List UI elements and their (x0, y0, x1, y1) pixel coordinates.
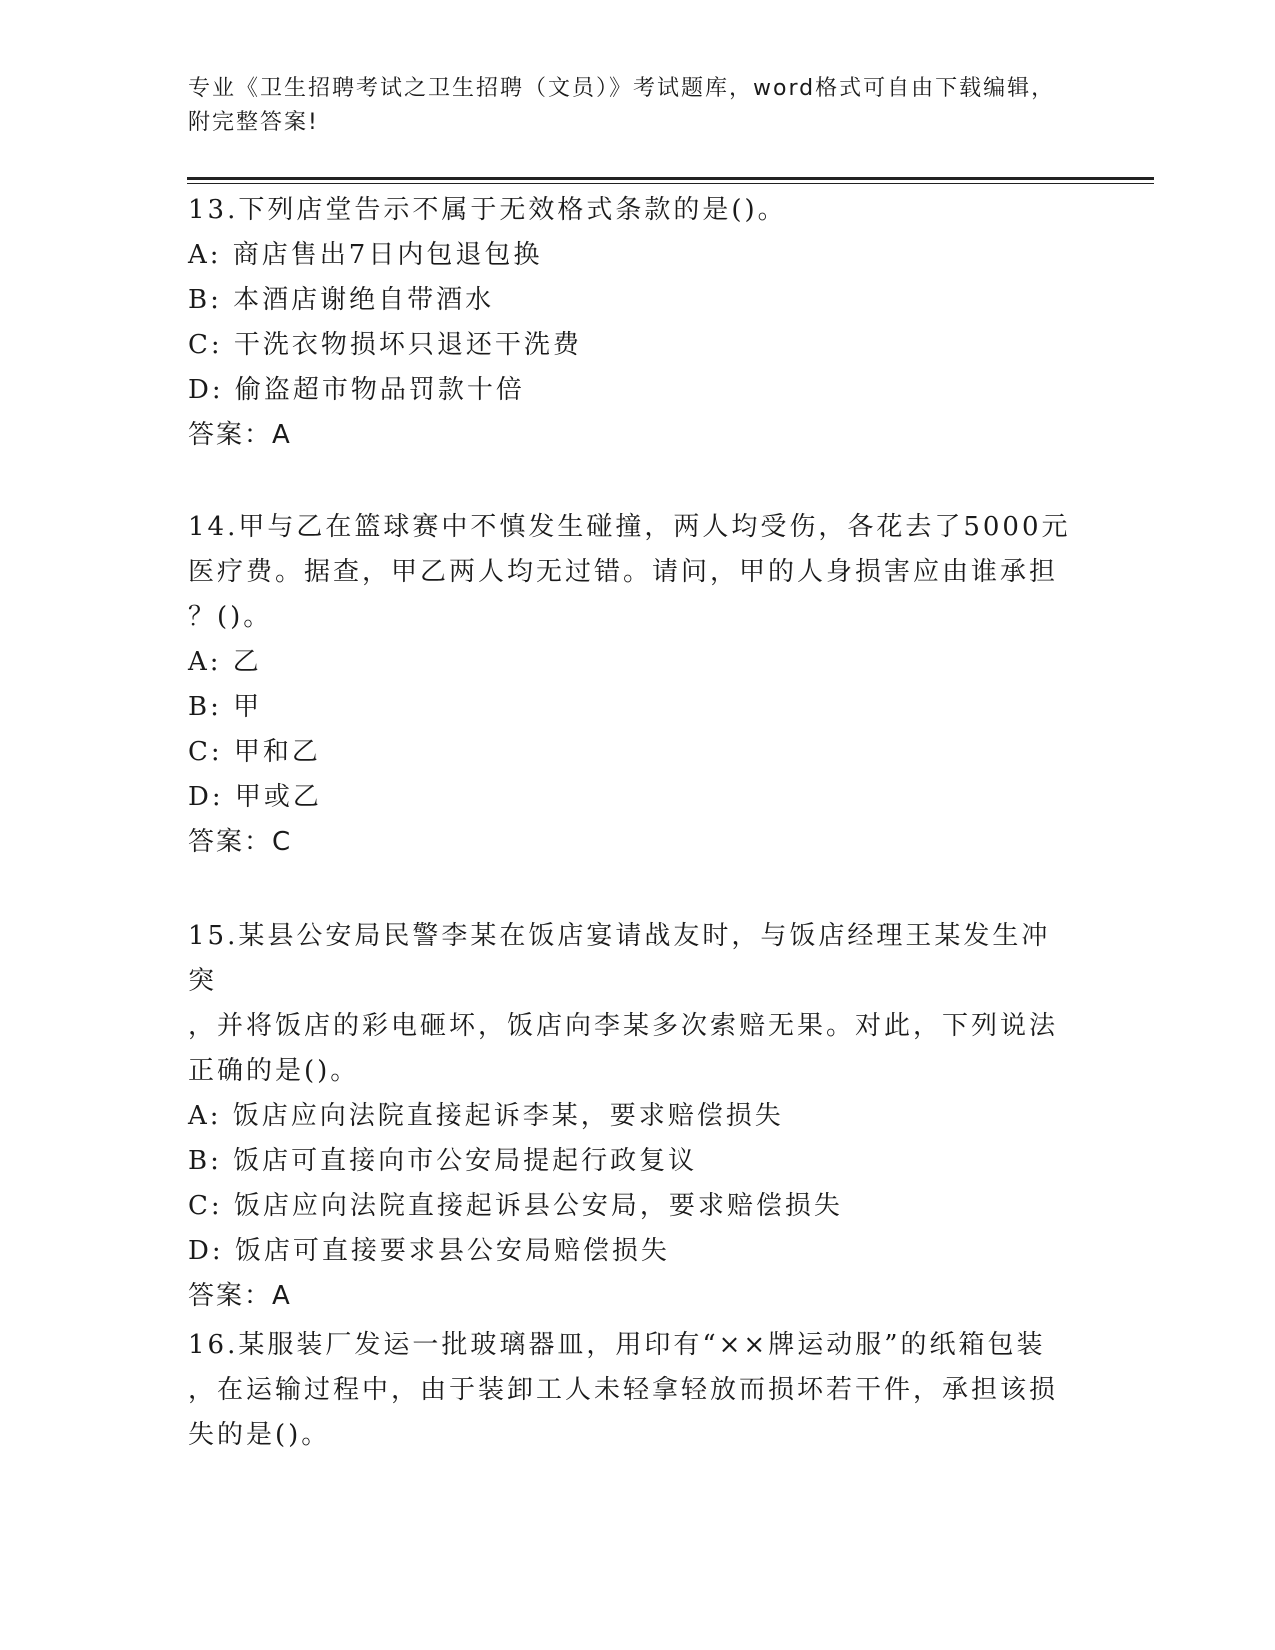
answer-line: 答案：C (188, 827, 293, 857)
question-stem-line: 14.甲与乙在篮球赛中不慎发生碰撞，两人均受伤，各花去了5000元 (188, 512, 1071, 542)
question-15 (188, 914, 1078, 1319)
option-c: C: 干洗衣物损坏只退还干洗费 (188, 330, 582, 360)
question-stem-line: ，在运输过程中，由于装卸工人未轻拿轻放而损坏若干件，承担该损 (188, 1375, 1059, 1405)
option-a: A: 饭店应向法院直接起诉李某，要求赔偿损失 (188, 1101, 784, 1131)
header-divider-thin (187, 183, 1154, 184)
option-d: D: 饭店可直接要求县公安局赔偿损失 (188, 1236, 670, 1266)
header-divider-thick (187, 177, 1154, 180)
question-16 (188, 1323, 1078, 1458)
option-c: C: 甲和乙 (188, 737, 321, 767)
question-stem-line: 13.下列店堂告示不属于无效格式条款的是()。 (188, 195, 787, 225)
question-13 (188, 188, 1078, 458)
option-b: B: 甲 (188, 692, 263, 722)
option-d: D: 甲或乙 (188, 782, 322, 812)
option-b: B: 本酒店谢绝自带酒水 (188, 285, 495, 315)
document-header: 专业《卫生招聘考试之卫生招聘（文员）》考试题库，word格式可自由下载编辑，附完整答案! (188, 76, 1056, 135)
answer-line: 答案：A (188, 420, 292, 450)
question-stem-line: 16.某服装厂发运一批玻璃器皿，用印有“××牌运动服”的纸箱包装 (188, 1330, 1046, 1360)
option-b: B: 饭店可直接向市公安局提起行政复议 (188, 1146, 698, 1176)
question-stem-line: 医疗费。据查，甲乙两人均无过错。请问，甲的人身损害应由谁承担 (188, 557, 1059, 587)
question-14 (188, 505, 1078, 865)
question-stem-line: 15.某县公安局民警李某在饭店宴请战友时，与饭店经理王某发生冲突 (188, 921, 1051, 996)
question-stem-line: ？()。 (188, 602, 273, 632)
question-stem-line: 正确的是()。 (188, 1056, 360, 1086)
option-a: A: 商店售出7日内包退包换 (188, 240, 543, 270)
option-a: A: 乙 (188, 647, 262, 677)
question-stem-line: 失的是()。 (188, 1420, 331, 1450)
question-stem-line: ，并将饭店的彩电砸坏，饭店向李某多次索赔无果。对此，下列说法 (188, 1011, 1059, 1041)
answer-line: 答案：A (188, 1281, 292, 1311)
option-d: D: 偷盗超市物品罚款十倍 (188, 375, 525, 405)
option-c: C: 饭店应向法院直接起诉县公安局，要求赔偿损失 (188, 1191, 843, 1221)
